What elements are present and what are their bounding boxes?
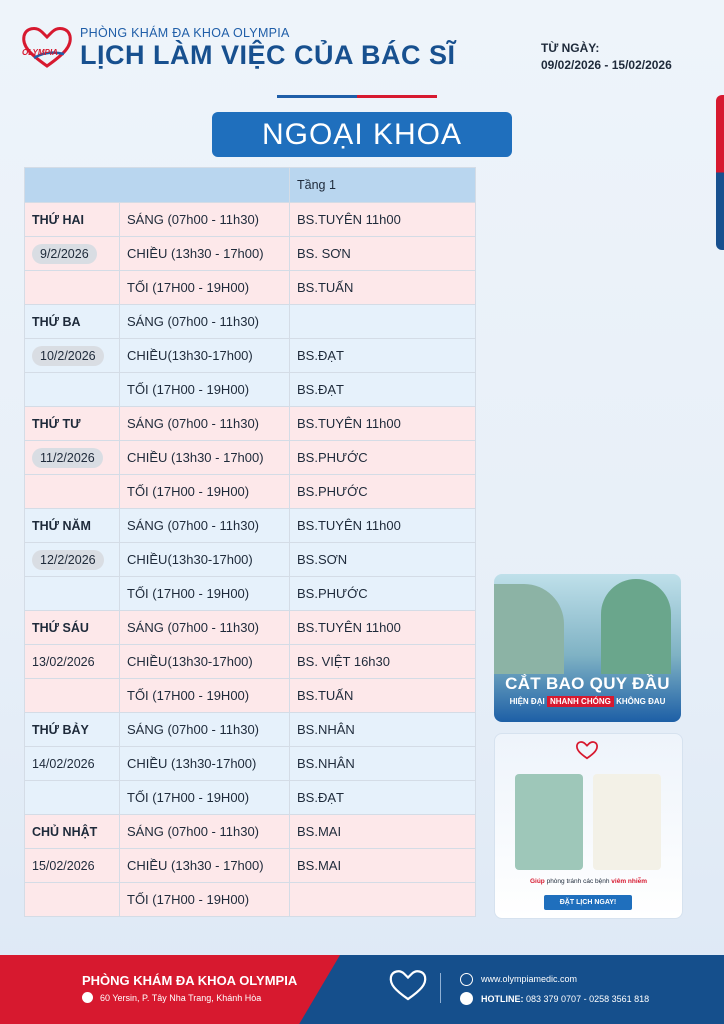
table-row bbox=[25, 305, 476, 339]
day-name: THỨ BẢY bbox=[32, 723, 89, 737]
table-row bbox=[25, 203, 476, 237]
doctor-cell: BS.NHÂN bbox=[290, 747, 476, 781]
day-date: 13/02/2026 bbox=[32, 655, 95, 669]
table-row bbox=[25, 509, 476, 543]
shift-time-cell: TỐI (17H00 - 19H00) bbox=[120, 679, 290, 713]
booking-ad-banner[interactable] bbox=[494, 733, 683, 919]
shift-time-cell: SÁNG (07h00 - 11h30) bbox=[120, 815, 290, 849]
header-floor-cell: Tầng 1 bbox=[290, 168, 476, 203]
date-label: TỪ NGÀY: bbox=[541, 41, 600, 55]
shift-time-cell: TỐI (17H00 - 19H00) bbox=[120, 475, 290, 509]
doctor-cell: BS.ĐẠT bbox=[290, 339, 476, 373]
doctor-cell: BS.TUẤN bbox=[290, 271, 476, 305]
footer-website-link[interactable]: www.olympiamedic.com bbox=[481, 974, 578, 984]
table-row bbox=[25, 237, 476, 271]
doctor-cell: BS.ĐẠT bbox=[290, 373, 476, 407]
day-name: THỨ TƯ bbox=[32, 417, 81, 431]
table-row bbox=[25, 781, 476, 815]
day-cell bbox=[25, 441, 120, 475]
day-cell bbox=[25, 203, 120, 237]
shift-time-cell: CHIỀU(13h30-17h00) bbox=[120, 645, 290, 679]
doctor-cell: BS.TUYÊN 11h00 bbox=[290, 203, 476, 237]
table-row bbox=[25, 883, 476, 917]
day-date: 11/2/2026 bbox=[32, 448, 103, 468]
shift-time-cell: SÁNG (07h00 - 11h30) bbox=[120, 611, 290, 645]
day-date: 12/2/2026 bbox=[32, 550, 104, 570]
footer-red-panel bbox=[0, 955, 340, 1024]
doctor-cell: BS.NHÂN bbox=[290, 713, 476, 747]
doctor-cell: BS. SƠN bbox=[290, 237, 476, 271]
table-row bbox=[25, 271, 476, 305]
title-divider-red bbox=[357, 95, 437, 98]
clinic-name: PHÒNG KHÁM ĐA KHOA OLYMPIA bbox=[80, 26, 290, 40]
shift-time-cell: CHIỀU (13h30 - 17h00) bbox=[120, 441, 290, 475]
ad-sub-b: NHANH CHÓNG bbox=[547, 696, 614, 707]
title-divider-blue bbox=[277, 95, 357, 98]
day-date: 10/2/2026 bbox=[32, 346, 104, 366]
table-row bbox=[25, 713, 476, 747]
table-row bbox=[25, 747, 476, 781]
shift-time-cell: CHIỀU(13h30-17h00) bbox=[120, 339, 290, 373]
table-row bbox=[25, 815, 476, 849]
shift-time-cell: SÁNG (07h00 - 11h30) bbox=[120, 509, 290, 543]
ad-title: CẮT BAO QUY ĐẦU bbox=[505, 674, 670, 693]
day-cell bbox=[25, 543, 120, 577]
day-cell bbox=[25, 815, 120, 849]
shift-time-cell: SÁNG (07h00 - 11h30) bbox=[120, 203, 290, 237]
day-cell bbox=[25, 849, 120, 883]
table-row bbox=[25, 849, 476, 883]
doctor-cell: BS.PHƯỚC bbox=[290, 475, 476, 509]
ad-sub-a: HIỆN ĐẠI bbox=[509, 697, 545, 706]
shift-time-cell: TỐI (17H00 - 19H00) bbox=[120, 271, 290, 305]
table-row bbox=[25, 339, 476, 373]
day-cell bbox=[25, 407, 120, 441]
day-cell bbox=[25, 611, 120, 645]
day-cell bbox=[25, 271, 120, 305]
day-name: CHỦ NHẬT bbox=[32, 825, 98, 839]
day-name: THỨ SÁU bbox=[32, 621, 89, 635]
day-cell bbox=[25, 509, 120, 543]
shift-time-cell: SÁNG (07h00 - 11h30) bbox=[120, 305, 290, 339]
shift-time-cell: CHIỀU (13h30 - 17h00) bbox=[120, 849, 290, 883]
doctor-cell bbox=[290, 883, 476, 917]
ad-sub-c: KHÔNG ĐAU bbox=[616, 697, 666, 706]
day-date: 15/02/2026 bbox=[32, 859, 95, 873]
shift-time-cell: SÁNG (07h00 - 11h30) bbox=[120, 407, 290, 441]
footer-separator bbox=[440, 973, 441, 1003]
shift-time-cell: SÁNG (07h00 - 11h30) bbox=[120, 713, 290, 747]
department-banner: NGOẠI KHOA bbox=[212, 112, 512, 157]
day-cell bbox=[25, 305, 120, 339]
shift-time-cell: TỐI (17H00 - 19H00) bbox=[120, 373, 290, 407]
day-name: THỨ BA bbox=[32, 315, 81, 329]
table-row bbox=[25, 441, 476, 475]
footer-clinic-name: PHÒNG KHÁM ĐA KHOA OLYMPIA bbox=[82, 973, 298, 988]
header-blank-cell bbox=[25, 168, 290, 203]
day-cell bbox=[25, 577, 120, 611]
doctor-cell: BS.PHƯỚC bbox=[290, 441, 476, 475]
olympia-logo bbox=[388, 967, 428, 1003]
doctor-cell: BS.TUYÊN 11h00 bbox=[290, 407, 476, 441]
table-row bbox=[25, 407, 476, 441]
circumcision-ad-banner[interactable] bbox=[494, 574, 681, 722]
day-cell bbox=[25, 883, 120, 917]
olympia-logo bbox=[575, 740, 599, 760]
doctor-cell: BS.TUYÊN 11h00 bbox=[290, 611, 476, 645]
ad-caption bbox=[495, 878, 682, 885]
hotline-number: 083 379 0707 - 0258 3561 818 bbox=[526, 994, 650, 1004]
date-range: 09/02/2026 - 15/02/2026 bbox=[541, 58, 672, 72]
shift-time-cell: TỐI (17H00 - 19H00) bbox=[120, 781, 290, 815]
logo-wordmark: OLYMPIA bbox=[22, 48, 58, 57]
ad-caption-c: viêm nhiễm bbox=[611, 878, 648, 885]
doctor-cell: BS.TUYÊN 11h00 bbox=[290, 509, 476, 543]
shift-time-cell: TỐI (17H00 - 19H00) bbox=[120, 577, 290, 611]
location-pin-icon bbox=[82, 992, 93, 1003]
ad-caption-b: phòng tránh các bệnh bbox=[546, 878, 610, 885]
doctor-photo bbox=[601, 579, 671, 674]
shift-time-cell: TỐI (17H00 - 19H00) bbox=[120, 883, 290, 917]
day-cell bbox=[25, 747, 120, 781]
doctor-cell: BS.SƠN bbox=[290, 543, 476, 577]
day-cell bbox=[25, 713, 120, 747]
ad-caption-a: Giúp bbox=[529, 878, 545, 885]
table-row bbox=[25, 475, 476, 509]
day-cell bbox=[25, 373, 120, 407]
surgery-photo bbox=[515, 774, 583, 870]
olympia-logo bbox=[20, 24, 74, 70]
shift-time-cell: CHIỀU (13h30-17h00) bbox=[120, 747, 290, 781]
doctor-cell: BS. VIỆT 16h30 bbox=[290, 645, 476, 679]
table-row bbox=[25, 373, 476, 407]
shift-time-cell: CHIỀU(13h30-17h00) bbox=[120, 543, 290, 577]
day-name: THỨ NĂM bbox=[32, 519, 91, 533]
table-row bbox=[25, 679, 476, 713]
footer-hotline[interactable] bbox=[481, 994, 649, 1004]
hotline-label: HOTLINE: bbox=[481, 994, 524, 1004]
globe-icon bbox=[460, 973, 473, 986]
footer bbox=[0, 955, 724, 1024]
doctor-cell: BS.PHƯỚC bbox=[290, 577, 476, 611]
day-name: THỨ HAI bbox=[32, 213, 85, 227]
doctor-cell: BS.MAI bbox=[290, 815, 476, 849]
book-now-button[interactable]: ĐẶT LỊCH NGAY! bbox=[544, 895, 632, 910]
schedule-body bbox=[25, 203, 476, 917]
table-row bbox=[25, 577, 476, 611]
day-cell bbox=[25, 645, 120, 679]
ad-subtitle bbox=[494, 697, 681, 706]
page-title: LỊCH LÀM VIỆC CỦA BÁC SĨ bbox=[80, 40, 456, 70]
day-date: 14/02/2026 bbox=[32, 757, 95, 771]
doctor-cell: BS.TUẤN bbox=[290, 679, 476, 713]
doctor-photo bbox=[494, 584, 564, 674]
phone-icon bbox=[460, 992, 473, 1005]
footer-address: 60 Yersin, P. Tây Nha Trang, Khánh Hòa bbox=[100, 993, 262, 1003]
doctor-cell: BS.MAI bbox=[290, 849, 476, 883]
side-accent bbox=[716, 95, 724, 250]
day-cell bbox=[25, 781, 120, 815]
schedule-table bbox=[24, 167, 476, 917]
table-row bbox=[25, 645, 476, 679]
day-cell bbox=[25, 339, 120, 373]
day-cell bbox=[25, 237, 120, 271]
device-photo bbox=[593, 774, 661, 870]
shift-time-cell: CHIỀU (13h30 - 17h00) bbox=[120, 237, 290, 271]
table-row bbox=[25, 543, 476, 577]
doctor-cell bbox=[290, 305, 476, 339]
table-header-row bbox=[25, 168, 476, 203]
table-row bbox=[25, 611, 476, 645]
day-date: 9/2/2026 bbox=[32, 244, 97, 264]
day-cell bbox=[25, 475, 120, 509]
doctor-cell: BS.ĐẠT bbox=[290, 781, 476, 815]
day-cell bbox=[25, 679, 120, 713]
